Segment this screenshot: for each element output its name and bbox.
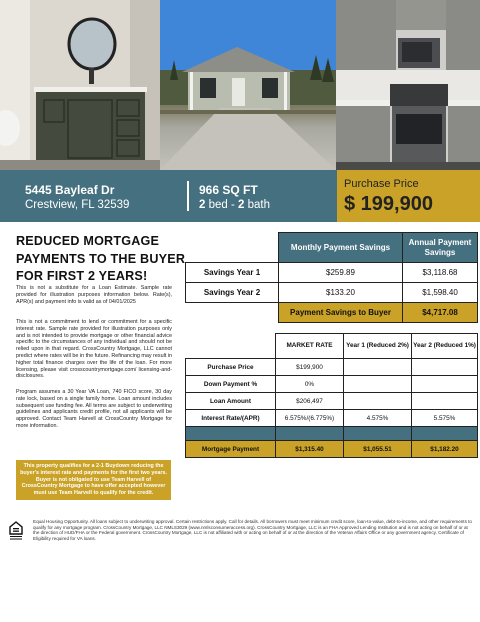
table-row — [186, 283, 478, 303]
savings-total-value: $4,717.08 — [403, 303, 478, 323]
square-footage: 966 SQ FT — [199, 183, 258, 197]
divider-cell — [276, 427, 344, 441]
mortgage-payment-row — [186, 441, 478, 458]
savings-total-label: Payment Savings to Buyer — [279, 303, 403, 323]
table-row — [186, 263, 478, 283]
table-divider-row — [186, 427, 478, 441]
savings-corner — [186, 233, 279, 263]
savings-row-label: Savings Year 1 — [186, 263, 279, 283]
mortgage-payment-label: Mortgage Payment — [186, 441, 276, 458]
city-state-zip: Crestview, FL 32539 — [25, 199, 130, 211]
house-exterior-photo — [160, 0, 336, 170]
savings-table — [185, 232, 478, 323]
bed-bath-count: 2 bed - 2 bath — [199, 199, 271, 211]
program-assumptions: Program assumes a 30 Year VA Loan, 740 FICO score, 30 day rate lock, based on a single family home. Loan amount includes subsequent use funding fee. All terms are subject to underwriting guidelines and applicants credit profile, not all applicants will be approved. Contact Team Harvell at CrossCountry Mortgage for more information. — [16, 389, 172, 429]
loan-estimate-note: This is not a substitute for a Loan Estimate. Sample rate provided for illustration purposes information below. Rate(s), APR(s) and payment info is valid as of 04/01/2025 — [16, 285, 172, 305]
annual-savings-value: $3,118.68 — [403, 263, 478, 283]
year2-value — [412, 376, 478, 393]
year1-value — [344, 393, 412, 410]
table-row — [186, 376, 478, 393]
photo-strip — [0, 0, 480, 170]
kitchen-photo — [336, 0, 480, 170]
market-value: 0% — [276, 376, 344, 393]
commitment-disclaimer: This is not a commitment to lend or commitment for a specific interest rate. Sample rate provided for illustration purposes only and is not intended to provide mortgage or other financial advice specific to the circumstances of any individual and should not be relied upon in that regard. CrossCountry Mortgage, LLC cannot predict where rates will be in the future. Refinancing may result in higher total finance charges over the life of the loan. For more licensing, please visit crosscountrymortgage.com/ licensing-and-disclosures. — [16, 319, 172, 380]
street-address: 5445 Bayleaf Dr — [25, 183, 115, 197]
buydown-note: This property qualifies for a 2-1 Buydown reducing the buyer's interest rate and payments for the first two years. Buyer is not obligated to use Team Harvell of CrossCountry Mortgage to have offer accepted however must use Team Harvell to qualify for the credit. — [16, 460, 171, 500]
market-value: $206,497 — [276, 393, 344, 410]
year1-value: 4.575% — [344, 410, 412, 427]
divider-cell — [186, 427, 276, 441]
rate-row-label: Down Payment % — [186, 376, 276, 393]
rate-row-label: Interest Rate/(APR) — [186, 410, 276, 427]
price-label: Purchase Price — [344, 178, 419, 190]
monthly-savings-header: Monthly Payment Savings — [279, 233, 403, 263]
savings-row-label: Savings Year 2 — [186, 283, 279, 303]
rate-comparison-table — [185, 333, 478, 458]
beds-label: bed — [208, 199, 228, 211]
savings-total-spacer — [186, 303, 279, 323]
mortgage-payment-market: $1,315.40 — [276, 441, 344, 458]
year2-value — [412, 359, 478, 376]
divider-cell — [344, 427, 412, 441]
year2-value — [412, 393, 478, 410]
headline: REDUCED MORTGAGE PAYMENTS TO THE BUYER FOR FIRST 2 YEARS! — [16, 234, 186, 283]
annual-savings-value: $1,598.40 — [403, 283, 478, 303]
year1-header: Year 1 (Reduced 2%) — [344, 334, 412, 359]
table-row — [186, 393, 478, 410]
equal-housing-opportunity-icon — [9, 521, 23, 541]
address-block — [0, 170, 187, 222]
rate-row-label: Purchase Price — [186, 359, 276, 376]
monthly-savings-value: $259.89 — [279, 263, 403, 283]
annual-savings-header: Annual Payment Savings — [403, 233, 478, 263]
specs-block — [189, 170, 337, 222]
bathroom-photo — [0, 0, 160, 170]
price-value: $ 199,900 — [344, 193, 433, 215]
table-row — [186, 359, 478, 376]
footer-disclaimer: Equal Housing Opportunity. All loans subject to underwriting approval. Certain restrictions apply. Call for details. All borrowers must meet minimum credit score, loan-to-value, debt-to-income, and other requirements to qualify for any mortgage program. CrossCountry Mortgage, LLC NMLS3029 (www.nmlsconsumeraccess.org). CrossCountry Mortgage, LLC is an FHA Approved Lending Institution and is not acting on behalf of or at the direction of HUD/FHA or the Federal government. CrossCountry Mortgage, LLC is not affiliated with or acting on behalf of or at the direction of the Veteran Affairs Office or any government agency. Certificate of Eligibility required for VA loans. — [33, 519, 472, 541]
rate-corner — [186, 334, 276, 359]
year2-value: 5.575% — [412, 410, 478, 427]
price-block — [337, 170, 480, 222]
year2-header: Year 2 (Reduced 1%) — [412, 334, 478, 359]
baths-number: 2 — [238, 199, 245, 211]
monthly-savings-value: $133.20 — [279, 283, 403, 303]
year1-value — [344, 376, 412, 393]
table-row — [186, 410, 478, 427]
mortgage-payment-year1: $1,055.51 — [344, 441, 412, 458]
mortgage-payment-year2: $1,182.20 — [412, 441, 478, 458]
divider-cell — [412, 427, 478, 441]
property-info-bar — [0, 170, 480, 222]
rate-row-label: Loan Amount — [186, 393, 276, 410]
market-value: 6.575%/(6.775%) — [276, 410, 344, 427]
beds-number: 2 — [199, 199, 206, 211]
market-rate-header: MARKET RATE — [276, 334, 344, 359]
year1-value — [344, 359, 412, 376]
market-value: $199,900 — [276, 359, 344, 376]
baths-label: bath — [247, 199, 271, 211]
